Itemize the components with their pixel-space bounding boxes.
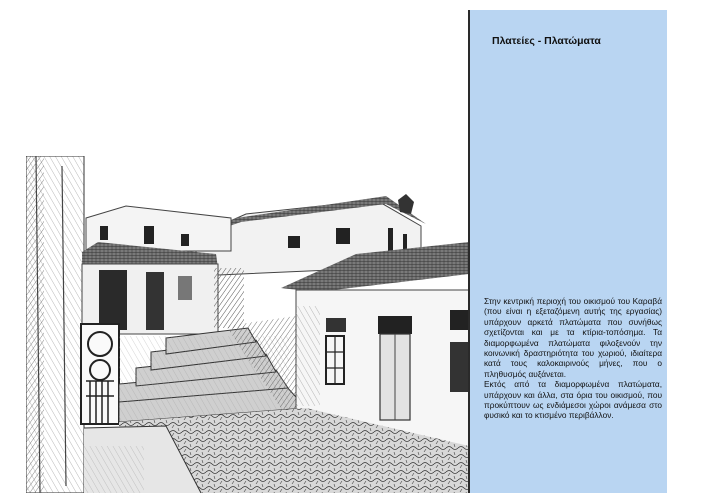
village-square-sketch — [26, 156, 469, 493]
panel-body — [484, 296, 662, 421]
text-panel — [470, 10, 667, 493]
paragraph-secondary: Εκτός από τα διαμορφωμένα πλατώματα, υπάρχουν και άλλα, στα όρια του οικισμού, που προκύπτουν ως ενδιάμεσοι χώροι ανάμεσα στο φυσικό και το κτισμένο περιβάλλον. — [484, 379, 662, 421]
paragraph-main: Στην κεντρική περιοχή του οικισμού του Καραβά (που είναι η εξεταζόμενη αυτής της εργασίας) υπάρχουν αρκετά πλατώματα που συνήθως σχετίζονται και με τα κτίρια-τοπόσημα. Τα διαμορφωμένα πλατώματα φιλοξενούν την κοινωνική δραστηριότητα του χωριού, ιδιαίτερα κατά τους καλοκαιρινούς μήνες, που ο πληθυσμός αυξάνεται. — [484, 296, 662, 379]
panel-title: Πλατείες - Πλατώματα — [492, 35, 601, 47]
